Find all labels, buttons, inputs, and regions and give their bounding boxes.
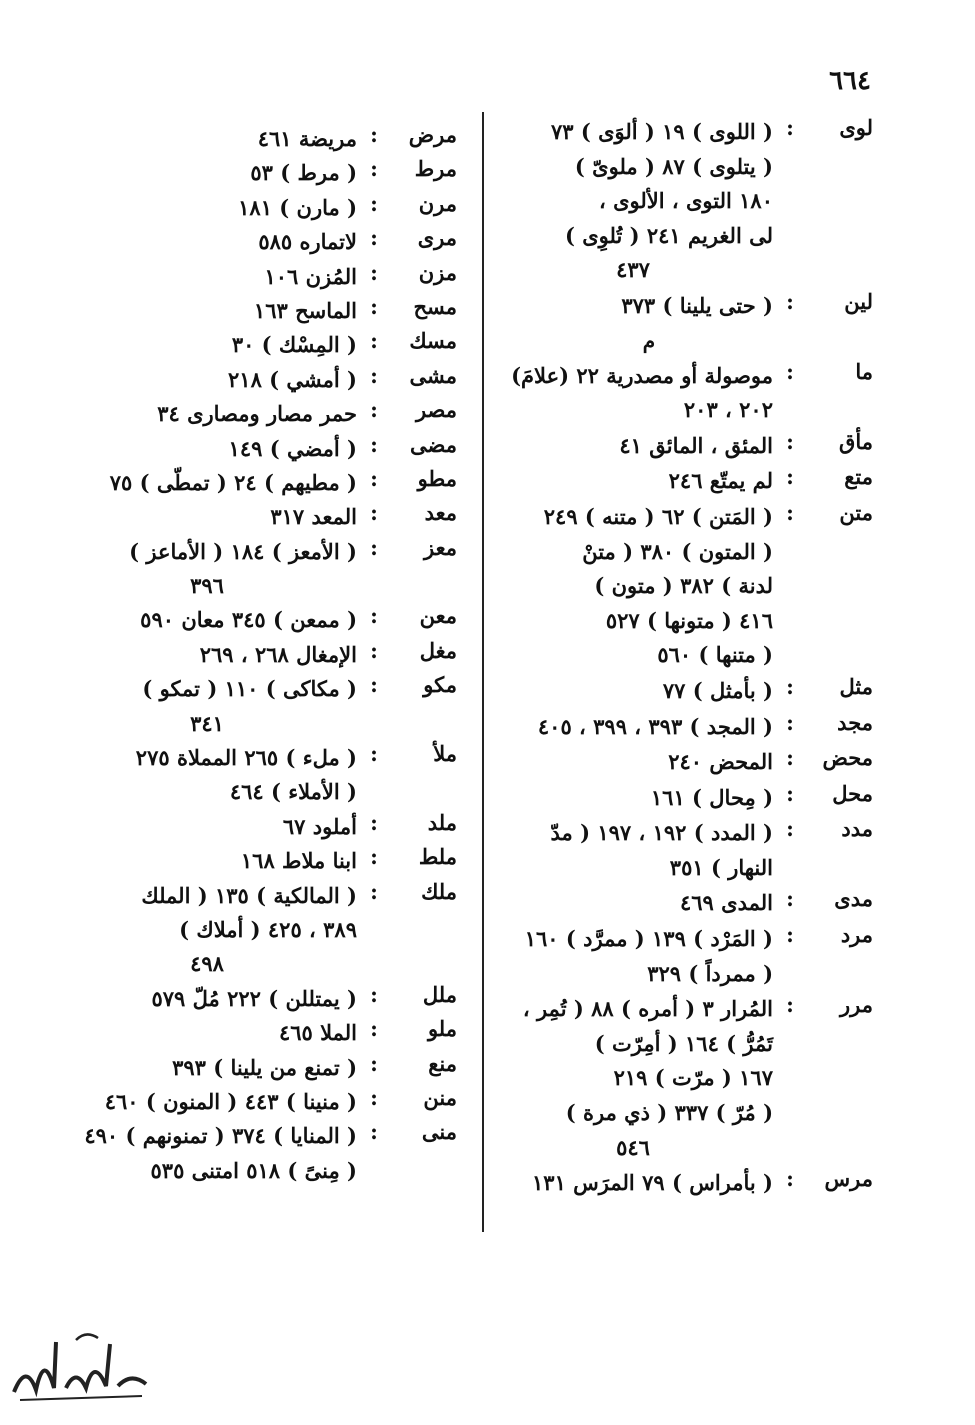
entry-references [493,781,773,816]
entry-reference-line: ( أمضي ) ١٤٩ [228,435,357,461]
entry-root-word: مكو [423,672,457,698]
entry-references [57,191,357,225]
entry-root-word: مأق [839,428,873,454]
entry-reference-line: المُرار ٣ ( أمره ) ٨٨ ( تُمِر ، [522,996,773,1022]
entry-reference-line: النهار ) ٣٥١ [669,854,773,880]
entry-reference-line: ( مِنىً ) ٥١٨ امتنى ٥٣٥ [150,1157,357,1183]
entry-reference-line: موصولة أو مصدرية ٢٢ (علامَ) [511,362,773,388]
entry-separator: : [370,672,378,698]
entry-reference-line: ( منينا ) ٤٤٣ ( المنون ) ٤٦٠ [104,1088,357,1114]
entry-separator: : [370,603,378,629]
entry-root-word: لوى [839,115,873,140]
entry-references [493,816,773,885]
entry-reference-line: ( أمشي ) ٢١٨ [228,366,357,392]
entry-reference-line: ابنا ملاط ١٦٨ [240,848,357,874]
entry-references [493,992,773,1165]
entry-reference-line: ٢٠٢ ، ٢٠٣ [683,397,773,423]
entry-separator: : [370,465,378,491]
entry-root-word: مرض [408,122,457,147]
entry-root-word: متع [844,464,873,490]
entry-reference-line: ٣٨٩ ، ٤٢٥ ( أملاك ) [179,916,357,942]
entry-separator: : [786,288,794,314]
index-entry [57,1051,457,1085]
entry-separator: : [786,115,794,140]
entry-root-word: مضى [410,431,457,457]
entry-reference-line: مريضة ٤٦١ [257,126,357,151]
index-entry [57,1085,457,1119]
index-entry [57,294,457,328]
entry-root-word: مطو [417,465,457,491]
index-entry [493,744,873,780]
entry-root-word: ملل [422,981,457,1007]
entry-separator: : [370,293,378,319]
entry-root-word: مرس [824,1166,873,1192]
entry-root-word: مرى [417,225,457,251]
index-entry [493,428,873,464]
entry-reference-line: ( ملء ) ٢٦٥ المملاة ٢٧٥ [135,745,357,771]
entry-separator: : [370,1119,378,1145]
entry-root-word: منن [423,1084,457,1110]
entry-reference-line: ( متنها ) ٥٦٠ [657,642,773,668]
entry-reference-line: ( بأمراس ) ٧٩ المرَس ١٣١ [532,1170,773,1196]
entry-references [57,810,357,844]
entry-separator: : [370,397,378,423]
entry-reference-line: ( مُرّ ) ٣٣٧ ( ذي مرة ) [565,1100,773,1126]
entry-references [57,260,357,294]
entry-references [57,535,357,604]
entry-reference-line: ( مرط ) ٥٣ [250,160,357,186]
entry-references [493,745,773,780]
entry-separator: : [786,886,794,912]
entry-separator: : [370,156,378,182]
entry-references [493,359,773,428]
entry-reference-line: ٤٩٨ [190,951,224,977]
index-entry [493,499,873,673]
index-entry [57,672,457,741]
entry-reference-line: ٤١٦ ( متونها ) ٥٢٧ [605,607,773,633]
entry-separator: : [370,1050,378,1076]
entry-references [57,466,357,500]
index-entry [57,810,457,844]
entry-reference-line: المئق ، المائق ٤١ [619,432,773,458]
entry-separator: : [786,673,794,699]
entry-reference-line: ( المالكية ) ١٣٥ ( الملك [141,882,357,908]
entry-separator: : [370,844,378,870]
index-entry [493,463,873,499]
entry-references [57,363,357,397]
entry-reference-line: لم يمتّع ٢٤٦ [668,468,773,494]
entry-references [493,500,773,673]
entry-root-word: ملك [421,878,457,904]
entry-separator: : [786,780,794,806]
entry-reference-line: حمر مصار ومصارى ٣٤ [157,401,357,427]
entry-references [57,603,357,637]
entry-separator: : [370,741,378,767]
entry-reference-line: ( المجد ) ٣٩٣ ، ٣٩٩ ، ٤٠٥ [537,713,773,739]
index-entry [57,500,457,534]
index-entry [57,156,457,190]
entry-root-word: ملأ [433,741,457,767]
entry-references [493,1166,773,1201]
entry-reference-line: المعد ٣١٧ [270,504,357,530]
entry-references [493,886,773,921]
entry-root-word: مرد [840,922,873,948]
index-entry [57,982,457,1016]
entry-reference-line: ( المنايا ) ٣٧٤ ( تمنونهم ) ٤٩٠ [84,1123,357,1149]
entry-reference-line: ٣٩٦ [190,573,224,599]
entry-root-word: مغل [419,637,457,663]
entry-reference-line: ( مطيهم ) ٢٤ ( تمطّى ) ٧٥ [109,469,357,495]
entry-reference-line: ( اللوى ) ١٩ ( ألوَى ) ٧٣ [550,119,773,144]
entry-separator: : [786,1166,794,1192]
entry-separator: : [370,637,378,663]
entry-reference-line: المُزن ١٠٦ [264,263,357,289]
entry-separator: : [370,1016,378,1042]
entry-separator: : [786,709,794,735]
entry-reference-line: ( مِحال ) ١٦١ [650,784,773,810]
entry-reference-line: ٤٣٧ [616,257,650,283]
entry-root-word: مجد [837,709,873,735]
entry-reference-line: الماسح ١٦٣ [253,297,357,323]
index-entry [57,638,457,672]
entry-references [57,225,357,259]
entry-references [493,710,773,745]
index-entry [57,844,457,878]
entry-separator: : [786,499,794,525]
entry-reference-line: ( المَرْد ) ١٣٩ ( ممرَّد ) ١٦٠ [524,926,773,952]
entry-separator: : [370,534,378,560]
entry-root-word: مصر [415,397,457,423]
index-entry [57,535,457,604]
column-divider [482,112,484,1232]
index-entry [493,709,873,745]
entry-references [57,397,357,431]
entry-reference-line: ( مارن ) ١٨١ [238,194,357,220]
entry-separator: : [786,358,794,384]
index-entry [493,673,873,709]
entry-references [57,672,357,741]
left-index-column [57,122,457,1188]
entry-references [57,294,357,328]
entry-root-word: مشى [409,362,457,388]
entry-references [493,429,773,464]
entry-root-word: مزن [418,259,457,285]
index-entry [57,191,457,225]
entry-reference-line: ( ممعن ) ٣٤٥ معان ٥٩٠ [140,607,357,633]
entry-root-word: معن [419,603,457,629]
entry-reference-line: ( المَتن ) ٦٢ ( متنه ) ٢٤٩ [543,503,773,529]
index-entry [57,328,457,362]
index-entry [57,363,457,397]
entry-references [57,500,357,534]
entry-separator: : [370,122,378,147]
entry-separator: : [786,922,794,948]
entry-reference-line: الملا ٤٦٥ [278,1020,357,1046]
entry-separator: : [370,225,378,251]
entry-separator: : [370,328,378,354]
entry-reference-line: ( يتلوى ) ٨٧ ( ملوىّ ) [574,153,773,179]
entry-reference-line: ( الأمعز ) ١٨٤ ( الأماعز ) [129,538,357,564]
index-entry [57,260,457,294]
entry-references [57,1085,357,1119]
entry-references [493,464,773,499]
entry-reference-line: ( ممرداً ) ٣٢٩ [647,960,773,986]
entry-separator: : [370,500,378,526]
entry-reference-line: ( تمنع من يلينا ) ٣٩٣ [172,1054,357,1080]
index-entry [57,879,457,982]
entry-root-word: مثل [839,673,873,699]
entry-root-word: متن [839,499,873,525]
entry-separator: : [370,981,378,1007]
index-entry [57,1016,457,1050]
entry-reference-line: لى الغريم ٢٤١ ( تُلوِى ) [564,222,773,248]
entry-references [493,674,773,709]
entry-root-word: مرن [418,190,457,216]
entry-separator: : [370,809,378,835]
section-letter-heading: م [642,328,656,353]
entry-root-word: معز [424,534,457,560]
entry-separator: : [370,190,378,216]
entry-root-word: محل [832,780,873,806]
entry-reference-line: ( بأمثل ) ٧٧ [662,677,773,703]
entry-references [57,432,357,466]
index-entry [493,780,873,816]
entry-root-word: منى [421,1119,457,1145]
entry-separator: : [786,428,794,454]
entry-separator: : [786,816,794,842]
entry-reference-line: ( الأملاء ) ٤٦٤ [229,779,357,805]
entry-reference-line: ( مكاكى ) ١١٠ ( تمكو ) [142,676,357,702]
entry-reference-line: أملود ٦٧ [282,813,357,839]
entry-references [493,115,773,288]
entry-root-word: لين [844,288,873,314]
index-entry [493,885,873,921]
entry-reference-line: ( المدد ) ١٩٢ ، ١٩٧ ( مدّ [550,820,773,846]
entry-reference-line: ( يمتللن ) ٢٢٢ مُلّ ٥٧٩ [151,985,357,1011]
entry-references [57,1016,357,1050]
entry-references [57,122,357,156]
entry-references [57,1119,357,1188]
entry-reference-line: ( حتى يلينا ) ٣٧٣ [621,292,773,318]
index-entry [493,815,873,885]
entry-root-word: منع [428,1050,457,1076]
entry-reference-line: تَمُرُّ ) ١٦٤ ( أمِرّت ) [594,1030,773,1056]
entry-references [57,741,357,810]
entry-references [57,879,357,982]
entry-references [57,844,357,878]
entry-separator: : [370,878,378,904]
entry-root-word: مدى [834,886,873,912]
index-entry [493,991,873,1165]
index-entry [57,741,457,810]
index-entry [57,432,457,466]
entry-separator: : [786,464,794,490]
entry-reference-line: المدى ٤٦٩ [680,890,773,916]
entry-separator: : [370,1084,378,1110]
entry-reference-line: ( المتون ) ٣٨٠ ( متنْ [582,538,773,564]
index-entry [57,1119,457,1188]
entry-root-word: ما [855,358,873,384]
entry-separator: : [370,362,378,388]
entry-root-word: مدد [841,816,873,842]
entry-references [57,982,357,1016]
entry-separator: : [370,431,378,457]
entry-references [57,156,357,190]
entry-reference-line: لدنة ) ٣٨٢ ( متون ) [594,573,773,599]
entry-root-word: معد [424,500,457,526]
entry-reference-line: الإمغال ٢٦٨ ، ٢٦٩ [199,641,357,667]
right-index-column [493,114,873,1201]
entry-root-word: محض [822,745,873,771]
page-number: ٦٦٤ [829,66,871,96]
entry-separator: : [786,745,794,771]
entry-root-word: مرر [840,992,873,1018]
entry-root-word: مسح [413,293,457,319]
entry-references [57,1051,357,1085]
index-entry [57,603,457,637]
entry-reference-line: ٥٤٦ [616,1134,650,1160]
index-entry [493,114,873,288]
index-entry [493,921,873,991]
index-entry [57,397,457,431]
index-entry [57,122,457,156]
entry-root-word: مرط [414,156,457,182]
entry-root-word: ملد [427,809,457,835]
index-entry [57,225,457,259]
entry-separator: : [786,992,794,1018]
index-entry [493,288,873,324]
entry-references [57,328,357,362]
entry-references [493,922,773,991]
entry-reference-line: ١٦٧ ( مرّت ) ٢١٩ [613,1065,773,1091]
entry-references [57,638,357,672]
entry-root-word: ملط [418,844,457,870]
entry-reference-line: ( المِسْك ) ٣٠ [231,332,357,358]
entry-reference-line: ١٨٠ التوى ، الألوى ، [599,188,773,214]
entry-reference-line: المحض ٢٤٠ [668,749,773,775]
index-entry [57,466,457,500]
entry-reference-line: لاتماره ٥٨٥ [258,229,357,255]
entry-root-word: ملو [427,1016,457,1042]
entry-root-word: مسك [409,328,457,354]
entry-separator: : [370,259,378,285]
entry-reference-line: ٣٤١ [190,710,224,736]
index-entry [493,1165,873,1201]
library-stamp-logo [6,1322,156,1410]
entry-references [493,289,773,324]
index-entry [493,358,873,428]
